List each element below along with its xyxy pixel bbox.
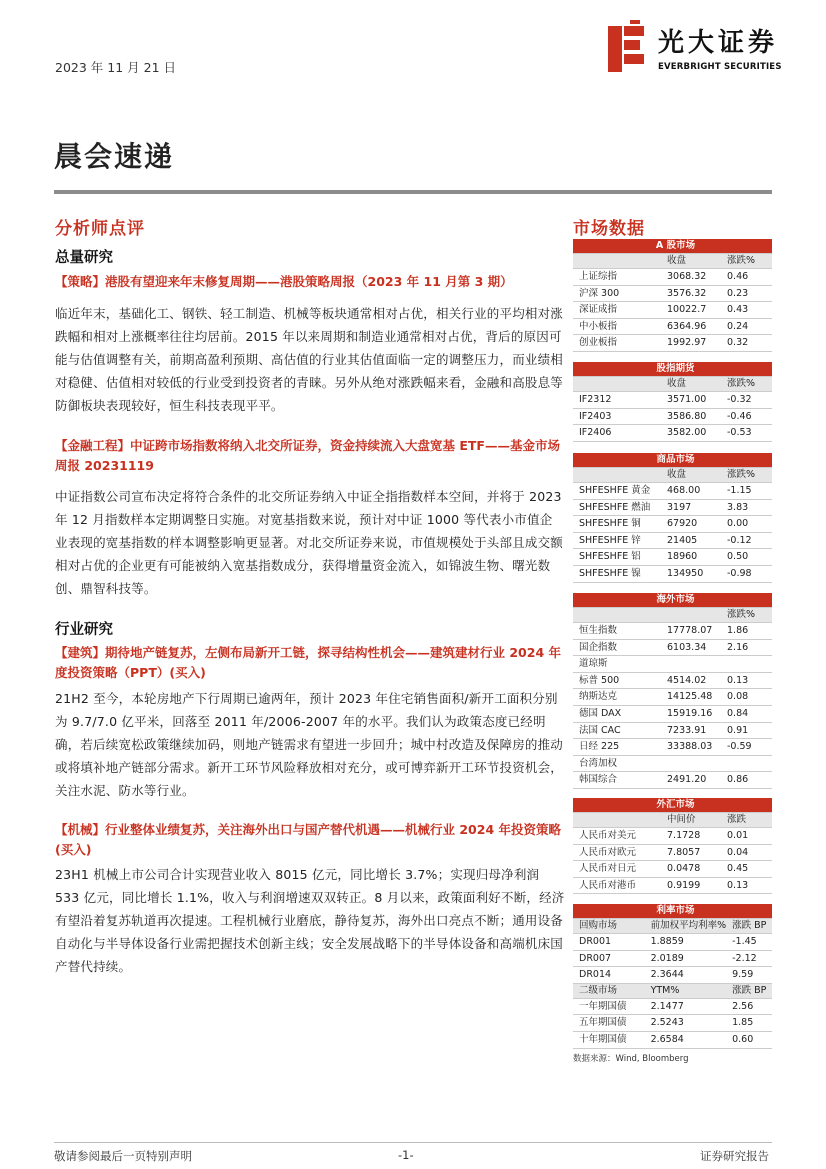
table-cell: 0.04: [721, 844, 772, 861]
title-divider: [54, 190, 772, 194]
table-row: [573, 639, 772, 656]
table-cell: 中小板指: [573, 318, 661, 335]
table-cell: 台湾加权: [573, 755, 661, 772]
table-cell: 2.56: [726, 998, 772, 1015]
table-row: [573, 950, 772, 967]
table-cell: [661, 608, 721, 623]
data-source-note: 数据来源：Wind, Bloomberg: [573, 1054, 689, 1064]
table-header-row: [573, 254, 772, 269]
table-cell: -0.32: [721, 392, 772, 409]
table-row: [573, 672, 772, 689]
table-cell: 3068.32: [661, 269, 721, 286]
table-cell: 日经 225: [573, 739, 661, 756]
table-cell: SHFESHFE 铝: [573, 549, 661, 566]
page-title: 晨会速递: [54, 140, 175, 173]
table-cell: [573, 254, 661, 269]
table-cell: 0.23: [721, 285, 772, 302]
table-cell: 1992.97: [661, 335, 721, 352]
table-cell: 0.00: [721, 516, 772, 533]
table-cell: 7233.91: [661, 722, 721, 739]
table-header-row: [573, 919, 772, 934]
table-cell: 14125.48: [661, 689, 721, 706]
table-row: [573, 285, 772, 302]
page-number: -1-: [398, 1148, 414, 1162]
table-row: [573, 269, 772, 286]
table-row: [573, 861, 772, 878]
table-row: [573, 934, 772, 951]
table-cell: 0.9199: [661, 877, 721, 894]
table-row: [573, 1015, 772, 1032]
table-row: [573, 967, 772, 984]
table-header-row: [573, 983, 772, 998]
table-cell: 7.8057: [661, 844, 721, 861]
table-cell: 涨跌%: [721, 254, 772, 269]
rates-market-table: [573, 904, 772, 1049]
article-title-construction[interactable]: 【建筑】期待地产链复苏，左侧布局新开工链，探寻结构性机会——建筑建材行业 2024 年度投资策略（PPT）(买入): [55, 645, 561, 680]
table-cell: 0.01: [721, 828, 772, 845]
table-cell: 17778.07: [661, 623, 721, 640]
table-cell: 人民币对欧元: [573, 844, 661, 861]
table-cell: 0.0478: [661, 861, 721, 878]
table-header-row: [573, 377, 772, 392]
table-cell: DR007: [573, 950, 645, 967]
table-cell: 134950: [661, 565, 721, 582]
table-cell: 3576.32: [661, 285, 721, 302]
table-cell: SHFESHFE 锌: [573, 532, 661, 549]
logo-chinese-name: 光大证券: [658, 28, 779, 58]
report-type-label: 证券研究报告: [700, 1149, 769, 1163]
table-row: [573, 532, 772, 549]
table-cell: 0.45: [721, 861, 772, 878]
table-cell: 收盘: [661, 377, 721, 392]
table-cell: SHFESHFE 黄金: [573, 483, 661, 500]
table-cell: -0.12: [721, 532, 772, 549]
table-cell: 回购市场: [573, 919, 645, 934]
table-cell: 0.43: [721, 302, 772, 319]
table-cell: 国企指数: [573, 639, 661, 656]
table-cell: 德国 DAX: [573, 705, 661, 722]
table-cell: 0.46: [721, 269, 772, 286]
table-cell: 0.08: [721, 689, 772, 706]
everbright-logo-icon: [608, 20, 644, 72]
disclaimer-link[interactable]: 敬请参阅最后一页特别声明: [54, 1149, 192, 1163]
table-cell: 468.00: [661, 483, 721, 500]
table-cell: 6364.96: [661, 318, 721, 335]
table-cell: 韩国综合: [573, 772, 661, 789]
company-logo: [608, 20, 808, 80]
table-cell: 0.32: [721, 335, 772, 352]
table-row: [573, 483, 772, 500]
table-row: [573, 392, 772, 409]
table-cell: 涨跌 BP: [726, 983, 772, 998]
overseas-market-table: [573, 593, 772, 789]
table-row: [573, 828, 772, 845]
table-header-row: [573, 813, 772, 828]
table-caption: 海外市场: [573, 593, 772, 608]
table-cell: [573, 813, 661, 828]
table-row: [573, 998, 772, 1015]
table-cell: 创业板指: [573, 335, 661, 352]
table-cell: 10022.7: [661, 302, 721, 319]
table-caption: 股指期货: [573, 362, 772, 377]
table-cell: 人民币对日元: [573, 861, 661, 878]
table-cell: 15919.16: [661, 705, 721, 722]
table-cell: 五年期国债: [573, 1015, 645, 1032]
table-cell: -0.46: [721, 408, 772, 425]
table-cell: [573, 377, 661, 392]
table-caption: A 股市场: [573, 239, 772, 254]
table-row: [573, 722, 772, 739]
article-title-strategy[interactable]: 【策略】港股有望迎来年末修复周期——港股策略周报（2023 年 11 月第 3 期）: [55, 274, 513, 289]
table-cell: 0.60: [726, 1031, 772, 1048]
table-cell: 3586.80: [661, 408, 721, 425]
table-cell: 4514.02: [661, 672, 721, 689]
table-cell: 一年期国债: [573, 998, 645, 1015]
table-cell: SHFESHFE 镍: [573, 565, 661, 582]
article-body-quant: 中证指数公司宣布决定将符合条件的北交所证券纳入中证全指指数样本空间，并将于 2023 年 12 月指数样本定期调整日实施。对宽基指数来说，预计对中证 1000 等代表小市值企业表现的宽基指数的样本调整影响更显著。对北交所证券来说，市值规模处于头部且成交额相对占优的企业更有可能被纳入宽基指数成分，获得增量资金流入，如锦波生物、曙光数创、鼎智科技等。: [55, 489, 564, 596]
table-row: [573, 302, 772, 319]
table-header-row: [573, 608, 772, 623]
report-date: 2023 年 11 月 21 日: [55, 60, 176, 75]
table-row: [573, 656, 772, 673]
table-row: [573, 623, 772, 640]
table-cell: [573, 468, 661, 483]
table-cell: 0.86: [721, 772, 772, 789]
table-header-row: [573, 468, 772, 483]
footer-divider: [54, 1142, 772, 1143]
table-cell: 涨跌%: [721, 377, 772, 392]
table-cell: 沪深 300: [573, 285, 661, 302]
a-share-table: [573, 239, 772, 352]
table-cell: 1.85: [726, 1015, 772, 1032]
table-cell: 恒生指数: [573, 623, 661, 640]
table-cell: 3197: [661, 499, 721, 516]
table-cell: 人民币对港币: [573, 877, 661, 894]
table-cell: 9.59: [726, 967, 772, 984]
table-cell: 6103.34: [661, 639, 721, 656]
table-row: [573, 739, 772, 756]
table-cell: 1.86: [721, 623, 772, 640]
table-caption: 商品市场: [573, 453, 772, 468]
table-cell: 67920: [661, 516, 721, 533]
table-row: [573, 844, 772, 861]
table-cell: [721, 755, 772, 772]
table-row: [573, 755, 772, 772]
table-cell: [573, 608, 661, 623]
table-row: [573, 335, 772, 352]
table-cell: 3582.00: [661, 425, 721, 442]
table-cell: YTM%: [645, 983, 727, 998]
table-cell: 21405: [661, 532, 721, 549]
table-cell: -0.59: [721, 739, 772, 756]
table-cell: 收盘: [661, 468, 721, 483]
table-row: [573, 318, 772, 335]
table-caption: 外汇市场: [573, 798, 772, 813]
table-row: [573, 689, 772, 706]
table-cell: 3571.00: [661, 392, 721, 409]
table-cell: 0.91: [721, 722, 772, 739]
table-cell: 1.8859: [645, 934, 727, 951]
table-cell: 18960: [661, 549, 721, 566]
article-title-quant[interactable]: 【金融工程】中证跨市场指数将纳入北交所证券，资金持续流入大盘宽基 ETF——基金市场周报 20231119: [55, 438, 560, 473]
table-cell: SHFESHFE 铜: [573, 516, 661, 533]
table-cell: 道琼斯: [573, 656, 661, 673]
table-row: [573, 1031, 772, 1048]
table-cell: DR014: [573, 967, 645, 984]
table-cell: 二级市场: [573, 983, 645, 998]
table-cell: -0.53: [721, 425, 772, 442]
table-cell: 2.0189: [645, 950, 727, 967]
table-cell: [721, 656, 772, 673]
table-cell: 纳斯达克: [573, 689, 661, 706]
table-cell: IF2312: [573, 392, 661, 409]
table-cell: 涨跌%: [721, 468, 772, 483]
table-cell: 0.24: [721, 318, 772, 335]
table-cell: 0.13: [721, 672, 772, 689]
article-body-machinery: 23H1 机械上市公司合计实现营业收入 8015 亿元，同比增长 3.7%；实现归母净利润 533 亿元，同比增长 1.1%，收入与利润增速双双转正。8 月以来，政策面利好不断，经济有望沿着复苏轨道再次提速。工程机械行业磨底，静待复苏，海外出口亮点不断；通用设备自动化与半导体设备行业需把握技术创新主线；安全发展战略下的半导体设备和高端机床国产替代持续。: [55, 867, 565, 974]
table-cell: 7.1728: [661, 828, 721, 845]
logo-english-name: EVERBRIGHT SECURITIES: [658, 62, 782, 72]
table-cell: 0.13: [721, 877, 772, 894]
table-cell: [661, 755, 721, 772]
article-body-strategy: 临近年末，基础化工、钢铁、轻工制造、机械等板块通常相对占优，相关行业的平均相对涨跌幅和相对上涨概率往往均居前。2015 年以来周期和制造业通常相对占优，背后的原因可能与估值调整有关，前期高盈利预期、高估值的行业其估值面临一定的调整压力，而业绩相对稳健、估值相对较低的行业受到投资者的青睐。另外从绝对涨跌幅来看，金融和高股息等防御板块表现较好，恒生科技表现平平。: [55, 306, 564, 413]
table-cell: 上证综指: [573, 269, 661, 286]
table-row: [573, 516, 772, 533]
table-cell: 2.6584: [645, 1031, 727, 1048]
market-data-heading: 市场数据: [573, 219, 645, 239]
analyst-review-heading: 分析师点评: [55, 219, 145, 239]
table-cell: 收盘: [661, 254, 721, 269]
table-cell: 标普 500: [573, 672, 661, 689]
table-row: [573, 705, 772, 722]
table-row: [573, 425, 772, 442]
table-row: [573, 877, 772, 894]
table-cell: DR001: [573, 934, 645, 951]
table-cell: 2491.20: [661, 772, 721, 789]
table-row: [573, 549, 772, 566]
table-cell: 涨跌 BP: [726, 919, 772, 934]
table-cell: 前加权平均利率%: [645, 919, 727, 934]
table-cell: 3.83: [721, 499, 772, 516]
stock-futures-table: [573, 362, 772, 442]
table-cell: 涨跌: [721, 813, 772, 828]
article-body-construction: 21H2 至今，本轮房地产下行周期已逾两年，预计 2023 年住宅销售面积/新开工面积分别为 9.7/7.0 亿平米，回落至 2011 年/2006-2007 年的水平。我们认为政策态度已经明确，若后续宽松政策继续加码，则地产链需求有望进一步回升；城中村改造及保障房的推动或将填补地产链部分需求。新开工环节风险释放相对充分，或可博弈新开工环节投资机会，关注水泥、防水等行业。: [55, 691, 564, 798]
table-cell: 0.50: [721, 549, 772, 566]
table-cell: -1.45: [726, 934, 772, 951]
table-cell: -0.98: [721, 565, 772, 582]
table-cell: IF2403: [573, 408, 661, 425]
table-cell: 2.1477: [645, 998, 727, 1015]
table-cell: 法国 CAC: [573, 722, 661, 739]
table-cell: -2.12: [726, 950, 772, 967]
table-cell: SHFESHFE 燃油: [573, 499, 661, 516]
table-caption: 利率市场: [573, 904, 772, 919]
table-row: [573, 565, 772, 582]
table-row: [573, 408, 772, 425]
table-row: [573, 499, 772, 516]
table-cell: 2.3644: [645, 967, 727, 984]
industry-research-heading: 行业研究: [55, 622, 113, 638]
table-row: [573, 772, 772, 789]
macro-research-heading: 总量研究: [55, 250, 113, 266]
table-cell: -1.15: [721, 483, 772, 500]
table-cell: 2.16: [721, 639, 772, 656]
table-cell: 2.5243: [645, 1015, 727, 1032]
table-cell: 深证成指: [573, 302, 661, 319]
table-cell: [661, 656, 721, 673]
table-cell: 33388.03: [661, 739, 721, 756]
table-cell: 人民币对美元: [573, 828, 661, 845]
table-cell: 中间价: [661, 813, 721, 828]
table-cell: 0.84: [721, 705, 772, 722]
table-cell: 涨跌%: [721, 608, 772, 623]
table-cell: 十年期国债: [573, 1031, 645, 1048]
commodity-table: [573, 453, 772, 583]
table-cell: IF2406: [573, 425, 661, 442]
fx-market-table: [573, 798, 772, 894]
article-title-machinery[interactable]: 【机械】行业整体业绩复苏，关注海外出口与国产替代机遇——机械行业 2024 年投资策略(买入): [55, 822, 561, 857]
